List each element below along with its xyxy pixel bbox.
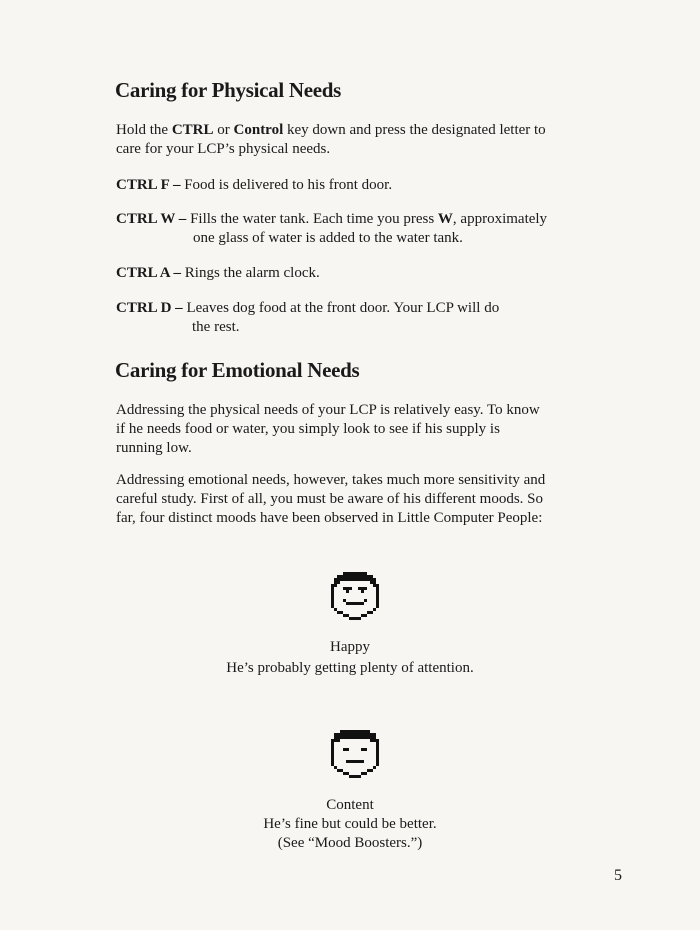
physical-needs-heading: Caring for Physical Needs <box>115 78 342 102</box>
page-number: 5 <box>614 867 622 884</box>
command-description: Fills the water tank. Each time you press <box>186 211 438 227</box>
command-key: CTRL F – <box>116 177 181 193</box>
mood-description-continued: (See “Mood Boosters.”) <box>277 835 423 851</box>
command-ctrl-d <box>116 299 499 337</box>
content-face-icon <box>331 730 379 778</box>
command-ctrl-f <box>116 176 392 195</box>
control-key-label: Control <box>233 122 284 138</box>
command-description: Rings the alarm clock. <box>181 265 320 281</box>
command-description: Leaves dog food at the front door. Your LCP will do <box>182 300 500 316</box>
command-description-continued: the rest. <box>192 319 240 335</box>
command-key: CTRL D – <box>116 300 183 316</box>
emotional-needs-paragraph-1: Addressing the physical needs of your LCP is relatively easy. To know if he needs food or water, you simply look to see if his supply is running low. <box>116 402 540 456</box>
mood-content <box>0 796 700 853</box>
command-key: CTRL A – <box>116 265 182 281</box>
emotional-needs-heading: Caring for Emotional Needs <box>115 358 360 382</box>
mood-description: He’s fine but could be better. <box>263 816 437 832</box>
happy-face-icon <box>331 572 379 620</box>
command-ctrl-w: CTRL W – Fills the water tank. Each time you press W, approximately one glass of water is added to the water tank. <box>116 211 548 246</box>
mood-name: Happy <box>330 639 370 655</box>
mood-description: He’s probably getting plenty of attention. <box>226 660 474 676</box>
command-key: CTRL W – <box>116 211 187 227</box>
mood-happy <box>0 638 700 678</box>
command-description-continued: one glass of water is added to the water tank. <box>193 230 463 246</box>
ctrl-key-label: CTRL <box>171 122 214 138</box>
command-ctrl-a <box>116 264 320 283</box>
w-key-label: W <box>437 211 453 227</box>
mood-name: Content <box>326 797 374 813</box>
physical-needs-intro: Hold the CTRL or Control key down and press the designated letter to care for your LCP’s physical needs. <box>116 122 546 157</box>
command-description: Food is delivered to his front door. <box>180 177 393 193</box>
emotional-needs-paragraph-2: Addressing emotional needs, however, takes much more sensitivity and careful study. First of all, you must be aware of his different moods. So far, four distinct moods have been observed in Little Computer People: <box>116 472 546 526</box>
